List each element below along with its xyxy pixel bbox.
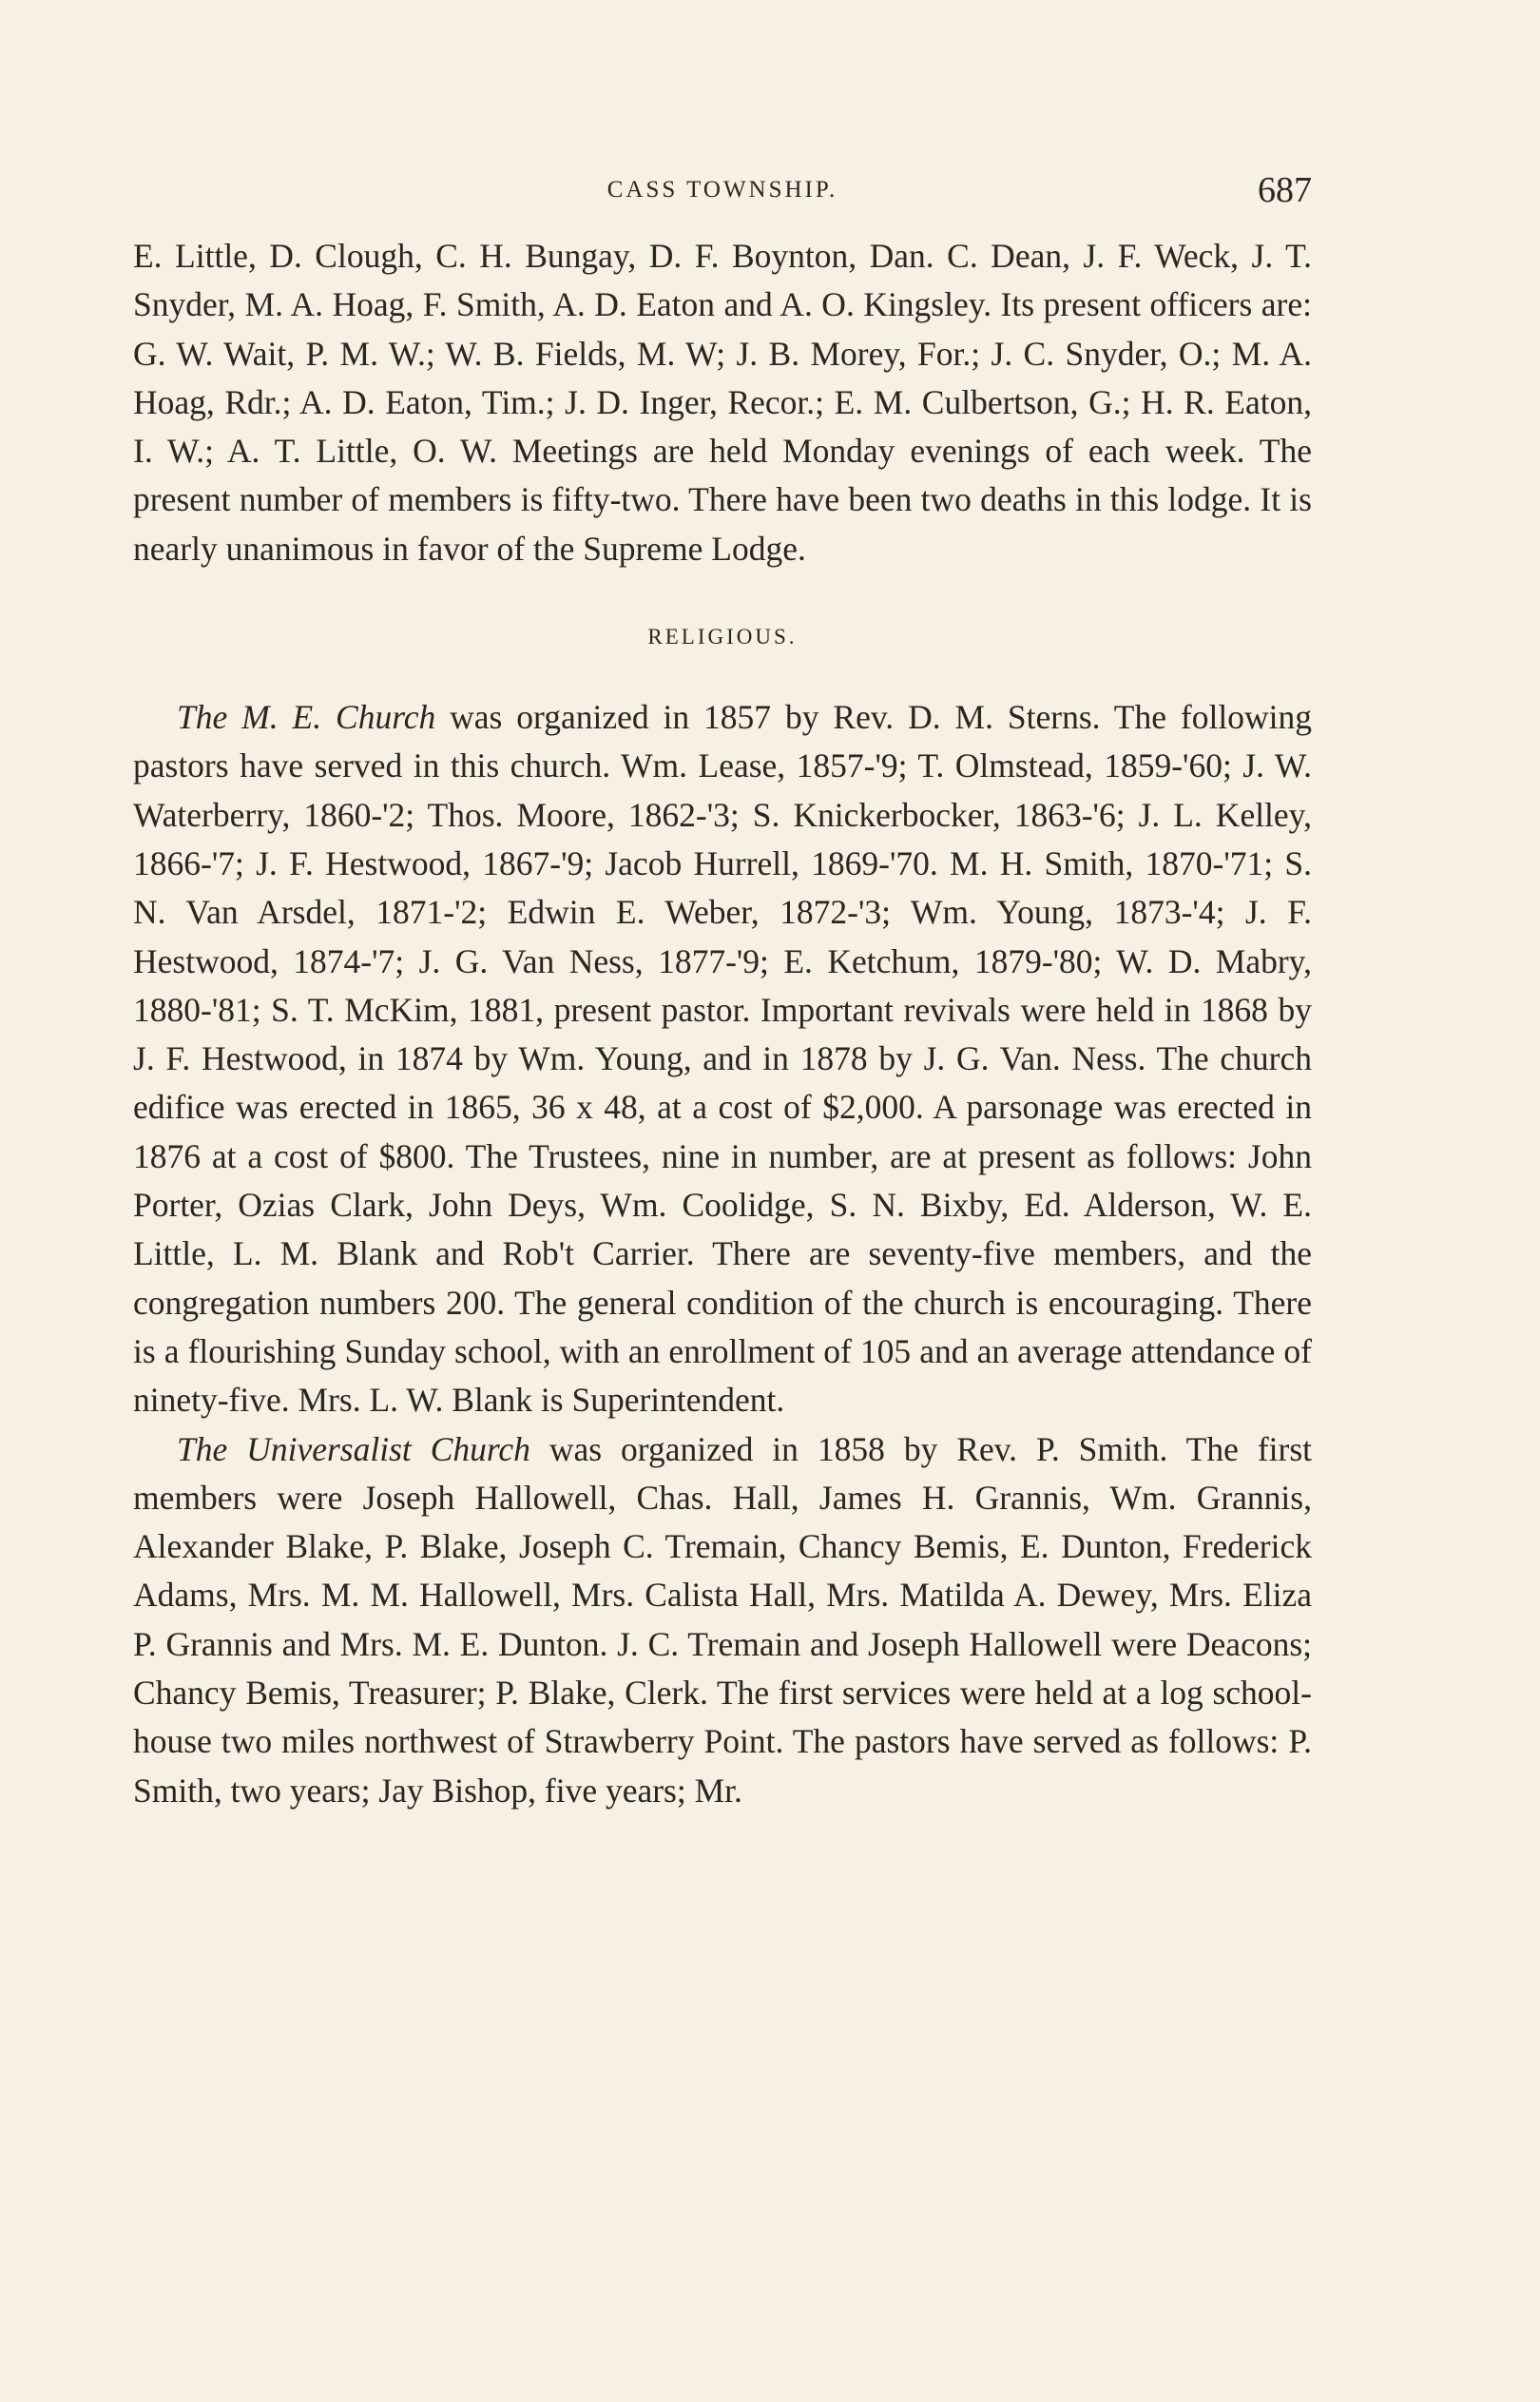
body-text <box>133 232 1312 1815</box>
running-title: CASS TOWNSHIP. <box>606 177 838 203</box>
book-page <box>133 0 1312 2402</box>
universalist-church-text: was organized in 1858 by Rev. P. Smith. The first members were Joseph Hallowell, Chas. Hall, James H. Grannis, Wm. Grannis, Alexander Blake, P. Blake, Joseph C. Tremain, Chancy Bemis, E. Dunton, Frederick Adams, Mrs. M. M. Hallowell, Mrs. Calista Hall, Mrs. Matilda A. Dewey, Mrs. Eliza P. Grannis and Mrs. M. E. Dunton. J. C. Tremain and Joseph Hallowell were Deacons; Chancy Bemis, Treasurer; P. Blake, Clerk. The first services were held at a log school-house two miles northwest of Strawberry Point. The pastors have served as follows: P. Smith, two years; Jay Bishop, five years; Mr. <box>133 1429 1313 1810</box>
running-head <box>133 169 1312 210</box>
lodge-paragraph: E. Little, D. Clough, C. H. Bungay, D. F. Boynton, Dan. C. Dean, J. F. Weck, J. T. Snyder, M. A. Hoag, F. Smith, A. D. Eaton and A. O. Kingsley. Its present officers are: G. W. Wait, P. M. W.; W. B. Fields, M. W; J. B. Morey, For.; J. C. Snyder, O.; M. A. Hoag, Rdr.; A. D. Eaton, Tim.; J. D. Inger, Recor.; E. M. Culbertson, G.; H. R. Eaton, I. W.; A. T. Little, O. W. Meetings are held Monday evenings of each week. The present number of members is fifty-two. There have been two deaths in this lodge. It is nearly unanimous in favor of the Supreme Lodge. <box>133 237 1312 568</box>
section-heading-religious: RELIGIOUS. <box>647 625 798 649</box>
me-church-paragraph <box>133 693 1312 1424</box>
universalist-church-title: The Universalist Church <box>177 1429 530 1468</box>
page-number: 687 <box>1258 170 1312 210</box>
universalist-church-paragraph <box>133 1425 1312 1815</box>
me-church-text: was organized in 1857 by Rev. D. M. Sterns. The following pastors have served in this church. Wm. Lease, 1857-'9; T. Olmstead, 1859-'60; J. W. Waterberry, 1860-'2; Thos. Moore, 1862-'3; S. Knickerbocker, 1863-'6; J. L. Kelley, 1866-'7; J. F. Hestwood, 1867-'9; Jacob Hurrell, 1869-'70. M. H. Smith, 1870-'71; S. N. Van Arsdel, 1871-'2; Edwin E. Weber, 1872-'3; Wm. Young, 1873-'4; J. F. Hestwood, 1874-'7; J. G. Van Ness, 1877-'9; E. Ketchum, 1879-'80; W. D. Mabry, 1880-'81; S. T. McKim, 1881, present pastor. Important revivals were held in 1868 by J. F. Hestwood, in 1874 by Wm. Young, and in 1878 by J. G. Van. Ness. The church edifice was erected in 1865, 36 x 48, at a cost of $2,000. A parsonage was erected in 1876 at a cost of $800. The Trustees, nine in number, are at present as follows: John Porter, Ozias Clark, John Deys, Wm. Coolidge, S. N. Bixby, Ed. Alderson, W. E. Little, L. M. Blank and Rob't Carrier. There are seventy-five members, and the congregation numbers 200. The general condition of the church is encouraging. There is a flourishing Sunday school, with an enrollment of 105 and an average attendance of ninety-five. Mrs. L. W. Blank is Superintendent. <box>133 698 1312 1420</box>
me-church-title: The M. E. Church <box>177 698 436 737</box>
